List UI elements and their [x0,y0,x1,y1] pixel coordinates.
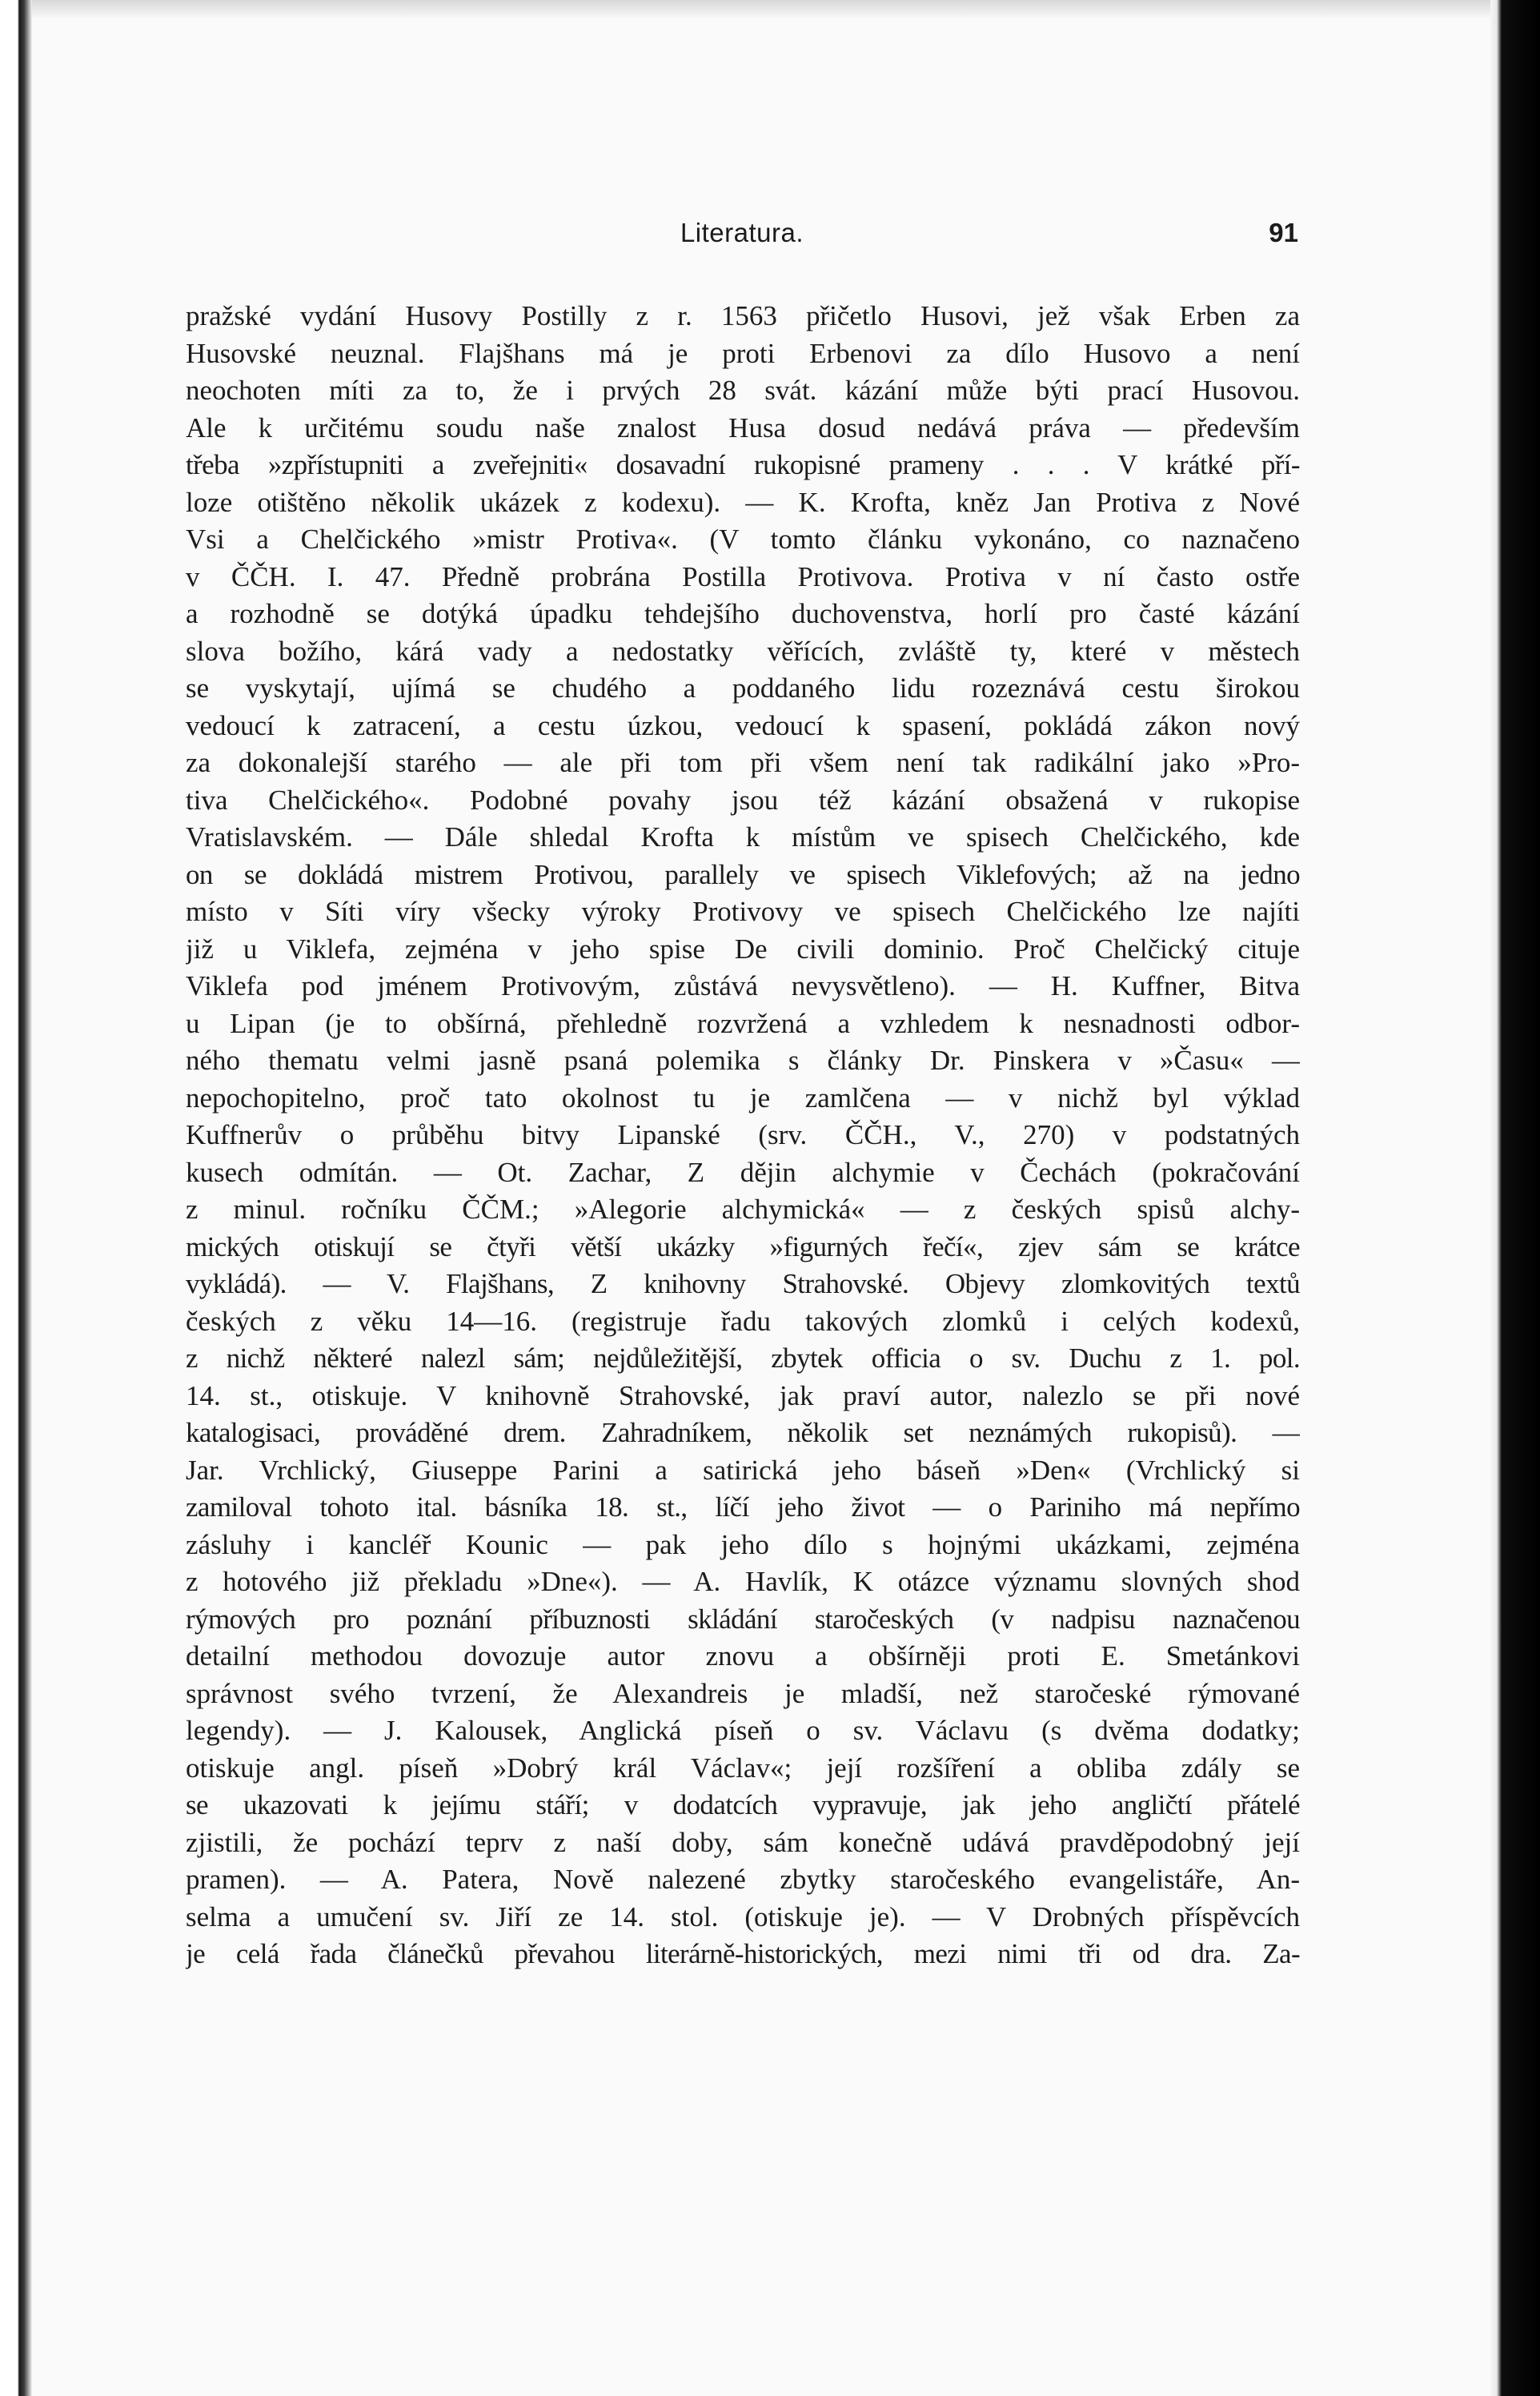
text-line: již u Viklefa, zejména v jeho spise De civili dominio. Proč Chelčický cituje [186,933,1300,965]
text-line: vedoucí k zatracení, a cestu úzkou, vedoucí k spasení, pokládá zákon nový [186,709,1300,741]
text-line: za dokonalejší starého — ale při tom při všem není tak radikální jako »Pro- [186,747,1300,778]
text-line: otiskuje angl. píseň »Dobrý král Václav«; její rozšíření a obliba zdály se [186,1752,1300,1784]
body-text [186,298,1300,1973]
text-line: kusech odmítán. — Ot. Zachar, Z dějin alchymie v Čechách (pokračování [186,1156,1300,1188]
text-line: třeba »zpřístupniti a zveřejniti« dosavadní rukopisné prameny . . . V krátké pří- [186,449,1300,480]
text-line: rýmových pro poznání příbuznosti skládání staročeských (v nadpisu naznačenou [186,1603,1300,1635]
page-left-edge [0,0,32,2396]
text-line: zamiloval tohoto ital. básníka 18. st., líčí jeho život — o Pariniho má nepřímo [186,1491,1300,1523]
text-line: správnost svého tvrzení, že Alexandreis je mladší, než staročeské rýmované [186,1677,1300,1709]
text-line: Vratislavském. — Dále shledal Krofta k místům ve spisech Chelčického, kde [186,821,1300,853]
text-line: pražské vydání Husovy Postilly z r. 1563 přičetlo Husovi, jež však Erben za [186,300,1300,331]
text-line: vykládá). — V. Flajšhans, Z knihovny Strahovské. Objevy zlomkovitých textů [186,1268,1300,1299]
text-line: Ale k určitému soudu naše znalost Husa dosud nedává práva — především [186,411,1300,443]
text-line: Kuffnerův o průběhu bitvy Lipanské (srv. ČČH., V., 270) v podstatných [186,1119,1300,1150]
text-line: Jar. Vrchlický, Giuseppe Parini a satirická jeho báseň »Den« (Vrchlický si [186,1454,1300,1486]
text-line: Viklefa pod jménem Protivovým, zůstává nevysvětleno). — H. Kuffner, Bitva [186,970,1300,1001]
text-line: Vsi a Chelčického »mistr Protiva«. (V tomto článku vykonáno, co naznačeno [186,524,1300,555]
text-line: nepochopitelno, proč tato okolnost tu je zamlčena — v nichž byl výklad [186,1082,1300,1114]
text-line: slova božího, kárá vady a nedostatky věřících, zvláště ty, které v městech [186,635,1300,667]
text-line: českých z věku 14—16. (registruje řadu takových zlomků i celých kodexů, [186,1305,1300,1337]
text-line: se ukazovati k jejímu stáří; v dodatcích vypravuje, jak jeho angličtí přátelé [186,1789,1300,1820]
text-line: 14. st., otiskuje. V knihovně Strahovské, jak praví autor, nalezlo se při nové [186,1379,1300,1411]
text-line: pramen). — A. Patera, Nově nalezené zbytky staročeského evangelistáře, An- [186,1864,1300,1895]
text-line: místo v Síti víry všecky výroky Protivovy ve spisech Chelčického lze najíti [186,896,1300,927]
text-line: loze otištěno několik ukázek z kodexu). — K. Krofta, kněz Jan Protiva z Nové [186,486,1300,518]
text-line: a rozhodně se dotýká úpadku tehdejšího duchovenstva, horlí pro časté kázání [186,598,1300,629]
page-number: 91 [1269,218,1298,247]
text-line: legendy). — J. Kalousek, Anglická píseň o sv. Václavu (s dvěma dodatky; [186,1715,1300,1746]
text-line: selma a umučení sv. Jiří ze 14. stol. (otiskuje je). — V Drobných příspěvcích [186,1900,1300,1932]
page-top-edge [0,0,1540,18]
text-line: ného thematu velmi jasně psaná polemika s články Dr. Pinskera v »Času« — [186,1045,1300,1076]
text-line: u Lipan (je to obšírná, přehledně rozvržená a vzhledem k nesnadnosti odbor- [186,1007,1300,1039]
running-title: Literatura. [680,218,804,247]
text-line: zásluhy i kancléř Kounic — pak jeho dílo s hojnými ukázkami, zejména [186,1528,1300,1560]
page-header [186,218,1298,258]
text-line: tiva Chelčického«. Podobné povahy jsou též kázání obsažená v rukopise [186,784,1300,816]
text-line: zjistili, že pochází teprv z naší doby, sám konečně udává pravděpodobný její [186,1826,1300,1858]
text-line: Husovské neuznal. Flajšhans má je proti Erbenovi za dílo Husovo a není [186,337,1300,369]
text-line: z nichž některé nalezl sám; nejdůležitější, zbytek officia o sv. Duchu z 1. pol. [186,1342,1300,1374]
text-line: z minul. ročníku ČČM.; »Alegorie alchymická« — z českých spisů alchy- [186,1194,1300,1225]
text-line: detailní methodou dovozuje autor znovu a obšírněji proti E. Smetánkovi [186,1640,1300,1672]
text-line: z hotového již překladu »Dne«). — A. Havlík, K otázce významu slovných shod [186,1566,1300,1597]
text-line: on se dokládá mistrem Protivou, parallely ve spisech Viklefových; až na jedno [186,858,1300,890]
text-line: katalogisaci, prováděné drem. Zahradníkem, několik set neznámých rukopisů). — [186,1417,1300,1448]
text-line: se vyskytají, ujímá se chudého a poddaného lidu rozeznává cestu širokou [186,672,1300,704]
text-line: je celá řada článečků převahou literárně-historických, mezi nimi tři od dra. Za- [186,1938,1300,1969]
text-line: mických otiskují se čtyři větší ukázky »figurných řečí«, zjev sám se krátce [186,1230,1300,1262]
text-line: v ČČH. I. 47. Předně probrána Postilla Protivova. Protiva v ní často ostře [186,560,1300,592]
page-right-edge [1490,0,1540,2396]
text-line: neochoten míti za to, že i prvých 28 svát. kázání může býti prací Husovou. [186,375,1300,406]
